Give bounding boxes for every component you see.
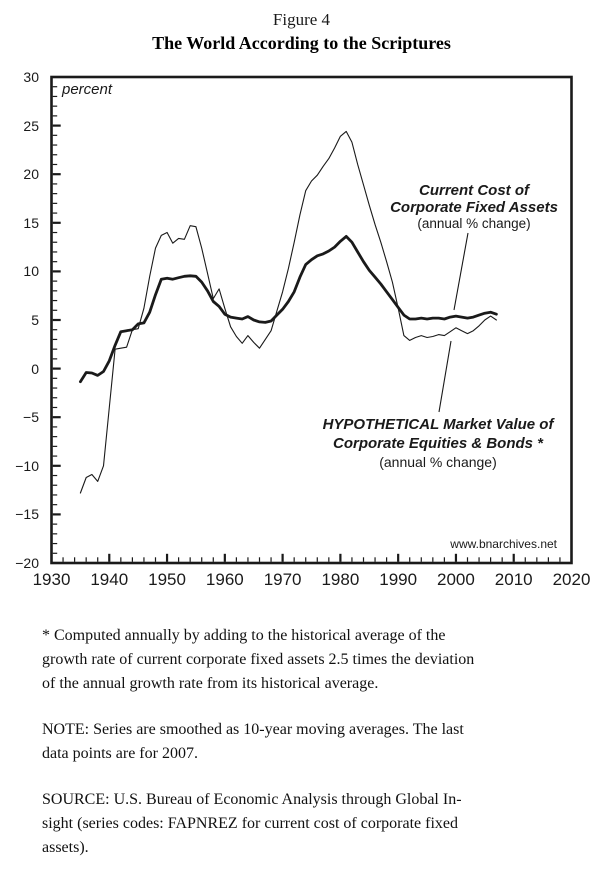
footnote-star <box>42 624 567 696</box>
footnote-source <box>42 788 567 860</box>
footnote-line: assets). <box>42 839 89 856</box>
x-tick-label: 1970 <box>263 570 302 589</box>
x-tick-label: 1980 <box>321 570 360 589</box>
footnote-line: * Computed annually by adding to the historical average of the <box>42 627 446 644</box>
series-label-line: Corporate Fixed Assets <box>390 199 558 216</box>
footnotes <box>42 624 567 872</box>
series-label-fixed-assets <box>388 182 560 232</box>
footnote-line: data points are for 2007. <box>42 745 198 762</box>
x-tick-label: 1960 <box>205 570 244 589</box>
x-tick-label: 2000 <box>437 570 475 589</box>
x-tick-label: 2020 <box>552 570 591 589</box>
footnote-line: sight (series codes: FAPNREZ for current cost of corporate fixed <box>42 815 459 832</box>
x-tick-label: 1930 <box>32 570 71 589</box>
series-label-subtext: (annual % change) <box>417 216 531 231</box>
x-tick-label: 1950 <box>148 570 186 589</box>
x-tick-label: 1940 <box>90 570 129 589</box>
x-tick-label: 1990 <box>379 570 418 589</box>
series-label-subtext: (annual % change) <box>379 454 497 470</box>
y-tick-label: −15 <box>15 506 39 523</box>
y-tick-label: 25 <box>23 117 39 134</box>
figure-title: The World According to the Scriptures <box>152 33 451 53</box>
series-label-market-value <box>314 415 562 471</box>
watermark: www.bnarchives.net <box>450 537 557 551</box>
y-tick-label: 15 <box>23 214 39 231</box>
footnote-line: of the annual growth rate from its historical average. <box>42 675 379 692</box>
y-tick-label: −20 <box>15 555 39 571</box>
footnote-line: NOTE: Series are smoothed as 10-year moving averages. The last <box>42 721 464 738</box>
y-tick-label: 0 <box>31 360 39 377</box>
y-tick-label: 10 <box>23 263 39 280</box>
y-tick-label: 5 <box>31 312 39 328</box>
footnote-note <box>42 718 567 766</box>
y-tick-label: −5 <box>23 409 39 426</box>
y-axis-unit-label: percent <box>62 81 113 98</box>
series-label-line: Corporate Equities & Bonds * <box>332 435 544 452</box>
y-tick-label: 30 <box>23 69 39 85</box>
x-tick-label: 2010 <box>494 570 533 589</box>
figure-number: Figure 4 <box>272 10 331 29</box>
series-label-line: HYPOTHETICAL Market Value of <box>322 416 554 433</box>
footnote-line: SOURCE: U.S. Bureau of Economic Analysis through Global In- <box>42 791 462 808</box>
y-tick-label: −10 <box>15 457 39 474</box>
y-tick-label: 20 <box>23 166 39 183</box>
series-label-line: Current Cost of <box>419 182 529 199</box>
footnote-line: growth rate of current corporate fixed assets 2.5 times the deviation <box>42 651 475 668</box>
